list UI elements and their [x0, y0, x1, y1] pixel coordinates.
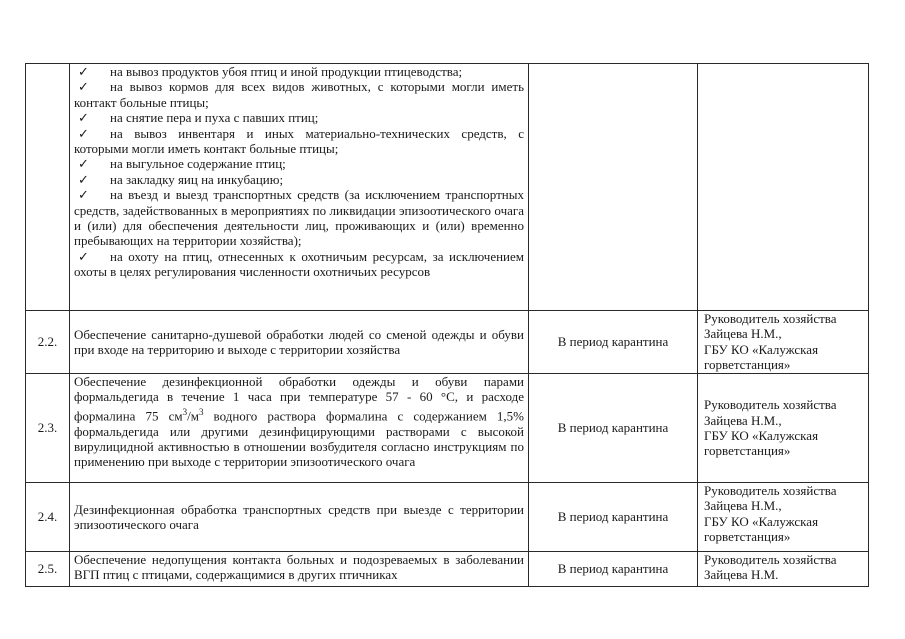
period-cell [529, 64, 698, 311]
action-text: Обеспечение недопущения контакта больных и подозреваемых в заболевании ВГП птиц с птицами, содержащимися в других птичниках [70, 552, 529, 587]
action-text: Обеспечение санитарно-душевой обработки людей со сменой одежды и обуви при входе на территорию и выходе с территории хозяйства [70, 311, 529, 374]
period-text: В период карантина [529, 552, 698, 587]
responsible-line: Руководитель хозяйства [704, 397, 837, 413]
list-item: ✓ на снятие пера и пуха с павших птиц; [78, 110, 319, 126]
checkmark-icon: ✓ [78, 64, 89, 79]
checkmark-icon: ✓ [78, 125, 89, 141]
table-row [26, 374, 869, 483]
responsible-line: горветстанция» [704, 443, 791, 459]
list-item: ✓ на вывоз продуктов убоя птиц и иной продукции птицеводства; [78, 64, 463, 79]
row-number: 2.5. [26, 552, 70, 587]
list-item: ✓ на вывоз кормов для всех видов животных, с которыми могли иметь контакт больные птицы; [74, 79, 524, 110]
row-number: 2.3. [26, 374, 70, 483]
measures-table [25, 63, 869, 587]
responsible-line: Зайцева Н.М., [704, 326, 782, 342]
responsible-cell [698, 483, 869, 552]
row-number [26, 64, 70, 311]
checkmark-icon: ✓ [78, 187, 89, 203]
checkmark-icon: ✓ [78, 156, 89, 172]
checkmark-icon: ✓ [78, 248, 89, 264]
list-item: ✓ на охоту на птиц, отнесенных к охотничьим ресурсам, за исключением охоты в целях регулирования численности охотничьих ресурсов [74, 248, 524, 280]
responsible-line: горветстанция» [704, 529, 791, 545]
responsible-line: ГБУ КО «Калужская [704, 428, 819, 443]
checkmark-icon: ✓ [78, 79, 89, 95]
responsible-cell [698, 64, 869, 311]
responsible-cell [698, 311, 869, 374]
table-row [26, 64, 869, 311]
list-item: ✓ на въезд и выезд транспортных средств (за исключением транспортных средств, задействованных в мероприятиях по ликвидации эпизоотического очага и (или) для обеспечения деятельности лиц, проживающих и (или) временно пребывающих на территории хозяйства); [74, 187, 524, 249]
responsible-line: Зайцева Н.М., [704, 498, 782, 514]
table-row [26, 483, 869, 552]
action-text: Дезинфекционная обработка транспортных средств при выезде с территории эпизоотического очага [70, 483, 529, 552]
action-text: Обеспечение дезинфекционной обработки одежды и обуви парами формальдегида в течение 1 часа при температуре 57 - 60 °С, и расходе формалина 75 $см^3/м^3$ водного раствора формалина с содержанием 1,5% формальдегида или другими дезинфицирующими растворами с высокой вирулицидной активностью в отношении возбудителя согласно инструкциям по применению при выходе с территории эпизоотического очага [70, 374, 529, 483]
responsible-line: Зайцева Н.М. [704, 567, 779, 583]
checkmark-icon: ✓ [78, 171, 89, 187]
responsible-cell [698, 374, 869, 483]
table-row [26, 311, 869, 374]
responsible-line: Руководитель хозяйства [704, 483, 837, 498]
row-number: 2.4. [26, 483, 70, 552]
list-item: ✓ на закладку яиц на инкубацию; [78, 171, 284, 187]
list-item: ✓ на выгульное содержание птиц; [78, 156, 286, 172]
responsible-line: Руководитель хозяйства [704, 552, 837, 567]
period-text: В период карантина [529, 311, 698, 374]
responsible-line: Зайцева Н.М., [704, 412, 782, 428]
period-text: В период карантина [529, 374, 698, 483]
list-item: ✓ на вывоз инвентаря и иных материально-технических средств, с которыми могли иметь контакт больные птицы; [74, 125, 524, 157]
responsible-cell [698, 552, 869, 587]
responsible-line: ГБУ КО «Калужская [704, 513, 819, 529]
responsible-line: ГБУ КО «Калужская [704, 341, 819, 357]
checkmark-icon: ✓ [78, 110, 89, 126]
responsible-line: горветстанция» [704, 357, 791, 373]
restrictions-list [70, 64, 529, 311]
period-text: В период карантина [529, 483, 698, 552]
table-row [26, 552, 869, 587]
responsible-line: Руководитель хозяйства [704, 311, 837, 326]
row-number: 2.2. [26, 311, 70, 374]
